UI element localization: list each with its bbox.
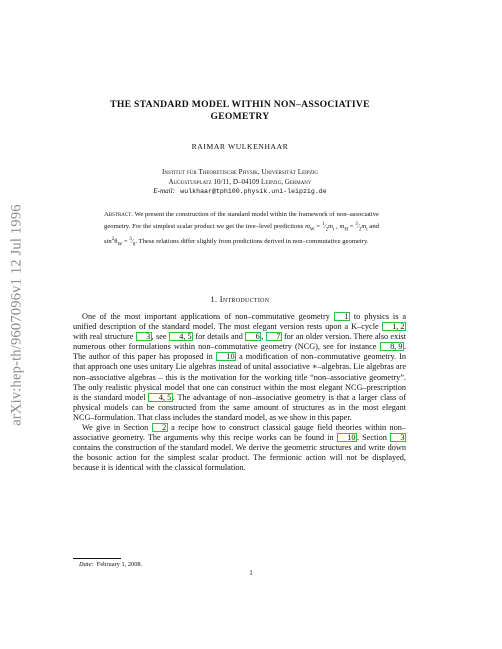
mass-relations-equation: $m_W$ = $^1⁄_2m_t$ , $m_H$ = $^3⁄_2m_t$ and $\sin^2\theta_W$ = $^3⁄_8$ [104, 221, 379, 248]
citation-link[interactable]: 8, 9 [380, 342, 404, 351]
abstract-line-4: relations differ slightly from predictions derived in non–commutative geometry. [156, 238, 369, 246]
section-number: 1. [210, 295, 218, 304]
affiliation-institute: Institut für Theoretische Physik, Universität Leipzig [162, 168, 318, 176]
paragraph-1: One of the most important applications of non–commutative geometry 1 to physics is a unified description of the standard model. The most elegant version rests upon a K–cycle 1, 2 with real structure 3 , see 4, 5 for details and 6 , 7 for an older version. There also exist numerous other formulations within non–commutative geometry (NCG), see for instance 8, 9 . The author of this paper has proposed in 10 a modification of non–commutative geometry. In that approach one uses unitary Lie algebras instead of unital associative ∗–algebras. Lie algebras are non–associative algebras – this is the motivation for the working title “non–associative geometry”. The only realistic physical model that one can construct within the most elegant NCG–prescription is the standard model 4, 5 . The advantage of non–associative geometry is that a larger class of physical models can be constructed from the same amount of structures as in the most elegant NCG–formulation. That class includes the standard model, as we show in this paper. [73, 312, 407, 422]
citation-link[interactable]: 1 [334, 312, 350, 321]
abstract-label: Abstract. [104, 211, 133, 218]
affiliation-email-line: E-mail: wulkhaar@tph100.physik.uni-leipzig.de [153, 187, 327, 196]
citation-link[interactable]: 6 [245, 332, 261, 341]
body-text [73, 312, 406, 474]
section-link[interactable]: 3 [390, 433, 406, 442]
abstract [104, 210, 379, 250]
email-address: wulkhaar@tph100.physik.uni-leipzig.de [180, 188, 327, 196]
abstract-line-1: We present the construction of the standard model within the [134, 211, 297, 218]
affiliation-address: Augustusplatz 10/11, D–04109 Leipzig, Germany [168, 177, 312, 186]
paper-title [60, 99, 420, 123]
arxiv-sidebar-stamp [6, 190, 28, 440]
abstract-line-3: get the tree–level predictions $m_W$ = $^1⁄_2m_t$ , $m_H$ = $^3⁄_2m_t$ and $\sin^2\theta_W$ = $^3⁄_8$. These [104, 221, 379, 248]
citation-link[interactable]: 7 [266, 332, 282, 341]
citation-link[interactable]: 10 [337, 433, 357, 442]
footnote-date: February 1, 2008. [96, 561, 143, 568]
title-line-2: GEOMETRY [210, 111, 270, 122]
section-heading [60, 295, 420, 304]
footnote-rule [73, 558, 121, 559]
footnote: Date: February 1, 2008. [79, 561, 143, 568]
email-label: E-mail [153, 187, 173, 196]
citation-link[interactable]: 4, 5 [148, 393, 172, 402]
section-title: Introduction [219, 295, 270, 304]
citation-link[interactable]: 10 [216, 352, 236, 361]
title-line-1: THE STANDARD MODEL WITHIN NON–ASSOCIATIVE [110, 99, 370, 110]
footnote-label: Date [79, 561, 92, 568]
arxiv-identifier: arXiv:hep-th/9607096v1 12 Jul 1996 [8, 204, 25, 426]
citation-link[interactable]: 4, 5 [169, 332, 193, 341]
affiliation-block [60, 168, 420, 197]
page-number: 1 [249, 569, 253, 577]
abstract-line-2: framework of non–associative geometry. For the simplest scalar product we [104, 211, 379, 231]
citation-link[interactable]: 3 [136, 332, 152, 341]
section-link[interactable]: 2 [152, 423, 168, 432]
author-name: RAIMAR WULKENHAAR [191, 142, 289, 151]
citation-link[interactable]: 1, 2 [382, 322, 406, 331]
paragraph-2: We give in Section 2 a recipe how to construct classical gauge field theories within non–associative geometry. The arguments why this recipe works can be found in 10 . Section 3 contains the construction of the standard model. We derive the geometric structures and write down the bosonic action for the simplest scalar product. The fermionic action will not be displayed, because it is identical with the classical formulation. [73, 423, 407, 473]
